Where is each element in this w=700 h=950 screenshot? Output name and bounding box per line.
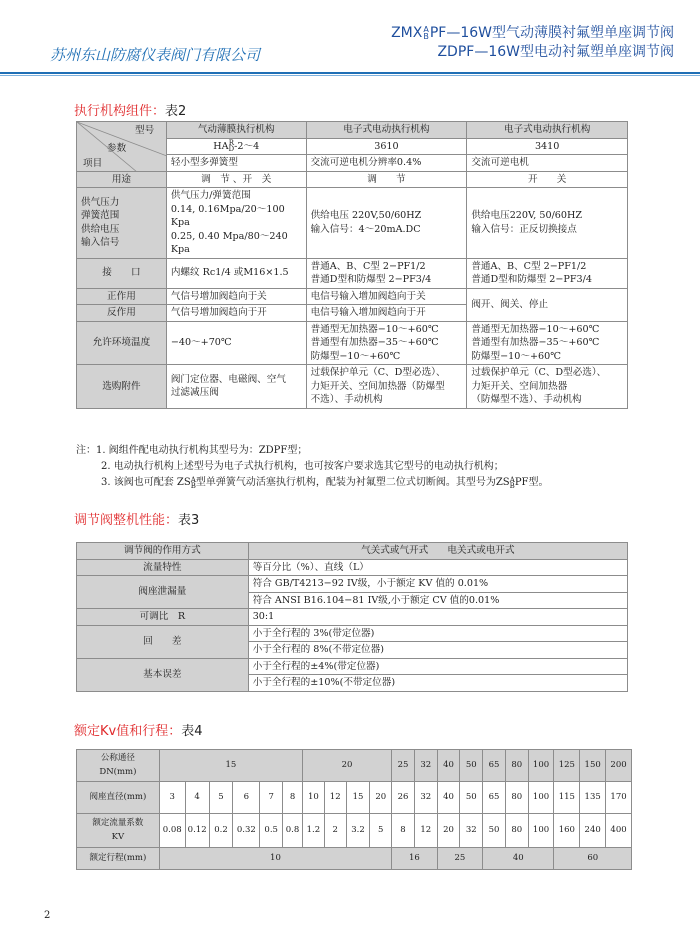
kv-value-cell: 0.32 [233, 814, 260, 848]
col-header-electric-2: 电子式电动执行机构 [467, 122, 628, 139]
header-rule [0, 72, 700, 74]
kv-value-cell: 1.2 [302, 814, 324, 848]
kv-label-kv: 额定流量系数 KV [77, 814, 160, 848]
kv-value-cell: 5 [370, 814, 392, 848]
seat-diameter-cell: 135 [580, 782, 606, 814]
seat-diameter-cell: 20 [370, 782, 392, 814]
dn-cell: 100 [528, 750, 554, 782]
perf-flow: 等百分比（%）、直线（L） [248, 559, 627, 576]
kv-label-stroke: 额定行程(mm) [77, 848, 160, 870]
row-label-use: 用途 [77, 171, 167, 188]
perf-rangeability: 30:1 [248, 609, 627, 626]
kv-label-seat: 阀座直径(mm) [77, 782, 160, 814]
header-line1: ZMXA BPF—16W型气动薄膜衬氟塑单座调节阀 [391, 25, 674, 41]
kv-value-cell: 100 [528, 814, 554, 848]
notes-block [76, 443, 549, 491]
seat-diameter-cell: 80 [505, 782, 528, 814]
kv-value-cell: 12 [414, 814, 437, 848]
use-3610: 调 节 [306, 171, 467, 188]
supply-3410: 供给电压220V, 50/60HZ 输入信号：正反切换接点 [467, 188, 628, 259]
kv-value-cell: 8 [392, 814, 415, 848]
col-header-pneumatic: 气动薄膜执行机构 [166, 122, 306, 139]
use-3410: 开 关 [467, 171, 628, 188]
kv-value-cell: 2 [324, 814, 346, 848]
stroke-cell: 10 [159, 848, 391, 870]
seat-diameter-cell: 40 [437, 782, 460, 814]
model-3610: 3610 [306, 138, 467, 155]
seat-diameter-cell: 115 [554, 782, 580, 814]
kv-value-cell: 50 [483, 814, 506, 848]
note-1: 注：1. 阀组件配电动执行机构其型号为：ZDPF型； [76, 445, 308, 456]
seat-diameter-cell: 4 [185, 782, 209, 814]
seat-diameter-cell: 15 [346, 782, 370, 814]
row-label-reverse: 反作用 [77, 305, 167, 322]
kv-label-dn: 公称通径 DN(mm) [77, 750, 160, 782]
dn-cell: 15 [159, 750, 302, 782]
seat-diameter-cell: 10 [302, 782, 324, 814]
perf-error-1: 小于全行程的±4%(带定位器) [248, 658, 627, 675]
dn-cell: 32 [414, 750, 437, 782]
row-label-forward: 正作用 [77, 288, 167, 305]
port-pneumatic: 内螺纹 Rc1/4 或M16×1.5 [166, 258, 306, 288]
corner-param-label: 参数 [107, 143, 127, 154]
use-pneumatic: 调 节 、开 关 [166, 171, 306, 188]
kv-value-cell: 0.5 [260, 814, 283, 848]
performance-table [76, 542, 628, 692]
desc-pneumatic: 轻小型多弹簧型 [166, 155, 306, 172]
kv-value-cell: 80 [505, 814, 528, 848]
header-line2: ZDPF—16W型电动衬氟塑单座调节阀 [437, 44, 674, 60]
dn-cell: 20 [302, 750, 391, 782]
kv-value-cell: 0.08 [159, 814, 185, 848]
forward-3610: 电信号输入增加阀趋向于关 [306, 288, 467, 305]
reverse-pneumatic: 气信号增加阀趋向于开 [166, 305, 306, 322]
section-title-actuator: 执行机构组件：表2 [74, 104, 187, 119]
page-header-title [391, 24, 674, 62]
kv-value-cell: 160 [554, 814, 580, 848]
seat-diameter-cell: 32 [414, 782, 437, 814]
supply-3610: 供给电压 220V,50/60HZ 输入信号：4～20mA.DC [306, 188, 467, 259]
dn-cell: 125 [554, 750, 580, 782]
seat-diameter-cell: 50 [460, 782, 483, 814]
forward-pneumatic: 气信号增加阀趋向于关 [166, 288, 306, 305]
header-rule-thin [0, 75, 700, 76]
kv-value-cell: 3.2 [346, 814, 370, 848]
row-label-env: 允许环境温度 [77, 321, 167, 365]
seat-diameter-cell: 7 [260, 782, 283, 814]
port-3610: 普通A、B、C型 2−PF1/2 普通D型和防爆型 2−PF3/4 [306, 258, 467, 288]
seat-diameter-cell: 5 [209, 782, 233, 814]
perf-hysteresis-2: 小于全行程的 8%(不带定位器) [248, 642, 627, 659]
kv-value-cell: 240 [580, 814, 606, 848]
accessories-3610: 过载保护单元（C、D型必选）、 力矩开关、空间加热器（防爆型 不选）、手动机构 [306, 365, 467, 409]
company-name: 苏州东山防腐仪表阀门有限公司 [50, 46, 261, 64]
perf-hysteresis-1: 小于全行程的 3%(带定位器) [248, 625, 627, 642]
model-pneumatic: HAR D-2～4 [166, 138, 306, 155]
kv-value-cell: 0.8 [283, 814, 303, 848]
seat-diameter-cell: 65 [483, 782, 506, 814]
perf-label-flow: 流量特性 [77, 559, 249, 576]
dn-cell: 40 [437, 750, 460, 782]
dn-cell: 150 [580, 750, 606, 782]
env-3610: 普通型无加热器−10～+60℃ 普通型有加热器−35～+60℃ 防爆型−10～+60℃ [306, 321, 467, 365]
note-3: 3. 该阀也可配套 ZSA B型单弹簧气动活塞执行机构，配装为衬氟塑二位式切断阀。其型号为ZSA BPF型。 [101, 475, 549, 490]
perf-label-hysteresis: 回 差 [77, 625, 249, 658]
perf-leakage-1: 符合 GB/T4213−92 IV级，小于额定 KV 值的 0.01% [248, 576, 627, 593]
kv-table [76, 749, 632, 870]
note-2: 2. 电动执行机构上述型号为电子式执行机构，也可按客户要求选其它型号的电动执行机构； [101, 461, 504, 472]
dn-cell: 50 [460, 750, 483, 782]
table-corner [77, 122, 167, 172]
page-number: 2 [44, 910, 51, 921]
model-3410: 3410 [467, 138, 628, 155]
stroke-cell: 40 [483, 848, 554, 870]
kv-value-cell: 20 [437, 814, 460, 848]
perf-label-rangeability: 可调比 R [77, 609, 249, 626]
accessories-pneumatic: 阀门定位器、电磁阀、空气 过滤减压阀 [166, 365, 306, 409]
stroke-cell: 60 [554, 848, 632, 870]
perf-label-leakage: 阀座泄漏量 [77, 576, 249, 609]
env-3410: 普通型无加热器−10～+60℃ 普通型有加热器−35～+60℃ 防爆型−10～+60℃ [467, 321, 628, 365]
perf-action: 气关式或气开式 电关式或电开式 [248, 543, 627, 560]
stroke-cell: 25 [437, 848, 483, 870]
perf-label-error: 基本误差 [77, 658, 249, 691]
env-pneumatic: −40～+70℃ [166, 321, 306, 365]
seat-diameter-cell: 6 [233, 782, 260, 814]
perf-label-action: 调节阀的作用方式 [77, 543, 249, 560]
desc-3410: 交流可逆电机 [467, 155, 628, 172]
seat-diameter-cell: 12 [324, 782, 346, 814]
col-header-electric-1: 电子式电动执行机构 [306, 122, 467, 139]
stroke-cell: 16 [392, 848, 438, 870]
dn-cell: 80 [505, 750, 528, 782]
reverse-3610: 电信号输入增加阀趋向于开 [306, 305, 467, 322]
kv-value-cell: 400 [606, 814, 632, 848]
kv-value-cell: 32 [460, 814, 483, 848]
corner-model-label: 型号 [135, 125, 155, 136]
section-title-performance: 调节阀整机性能：表3 [74, 513, 200, 528]
desc-3610: 交流可逆电机分辨率0.4% [306, 155, 467, 172]
seat-diameter-cell: 100 [528, 782, 554, 814]
kv-value-cell: 0.12 [185, 814, 209, 848]
row-label-accessories: 选购附件 [77, 365, 167, 409]
row-label-port: 接 口 [77, 258, 167, 288]
perf-leakage-2: 符合 ANSI B16.104−81 IV级,小于额定 CV 值的0.01% [248, 592, 627, 609]
supply-pneumatic: 供气压力/弹簧范围 0.14, 0.16Mpa/20～100 Kpa 0.25, 0.40 Mpa/80～240 Kpa [166, 188, 306, 259]
perf-error-2: 小于全行程的±10%(不带定位器) [248, 675, 627, 692]
seat-diameter-cell: 26 [392, 782, 415, 814]
seat-diameter-cell: 3 [159, 782, 185, 814]
seat-diameter-cell: 170 [606, 782, 632, 814]
row-label-supply: 供气压力 弹簧范围 供给电压 输入信号 [77, 188, 167, 259]
seat-diameter-cell: 8 [283, 782, 303, 814]
port-3410: 普通A、B、C型 2−PF1/2 普通D型和防爆型 2−PF3/4 [467, 258, 628, 288]
corner-item-label: 项目 [83, 158, 103, 169]
actuator-table [76, 121, 628, 409]
dn-cell: 200 [606, 750, 632, 782]
kv-value-cell: 0.2 [209, 814, 233, 848]
dn-cell: 65 [483, 750, 506, 782]
dn-cell: 25 [392, 750, 415, 782]
section-title-kv: 额定Kv值和行程：表4 [74, 724, 203, 739]
action-3410: 阀开、阀关、停止 [467, 288, 628, 321]
accessories-3410: 过载保护单元（C、D型必选）、 力矩开关、空间加热器 （防爆型不选）、手动机构 [467, 365, 628, 409]
